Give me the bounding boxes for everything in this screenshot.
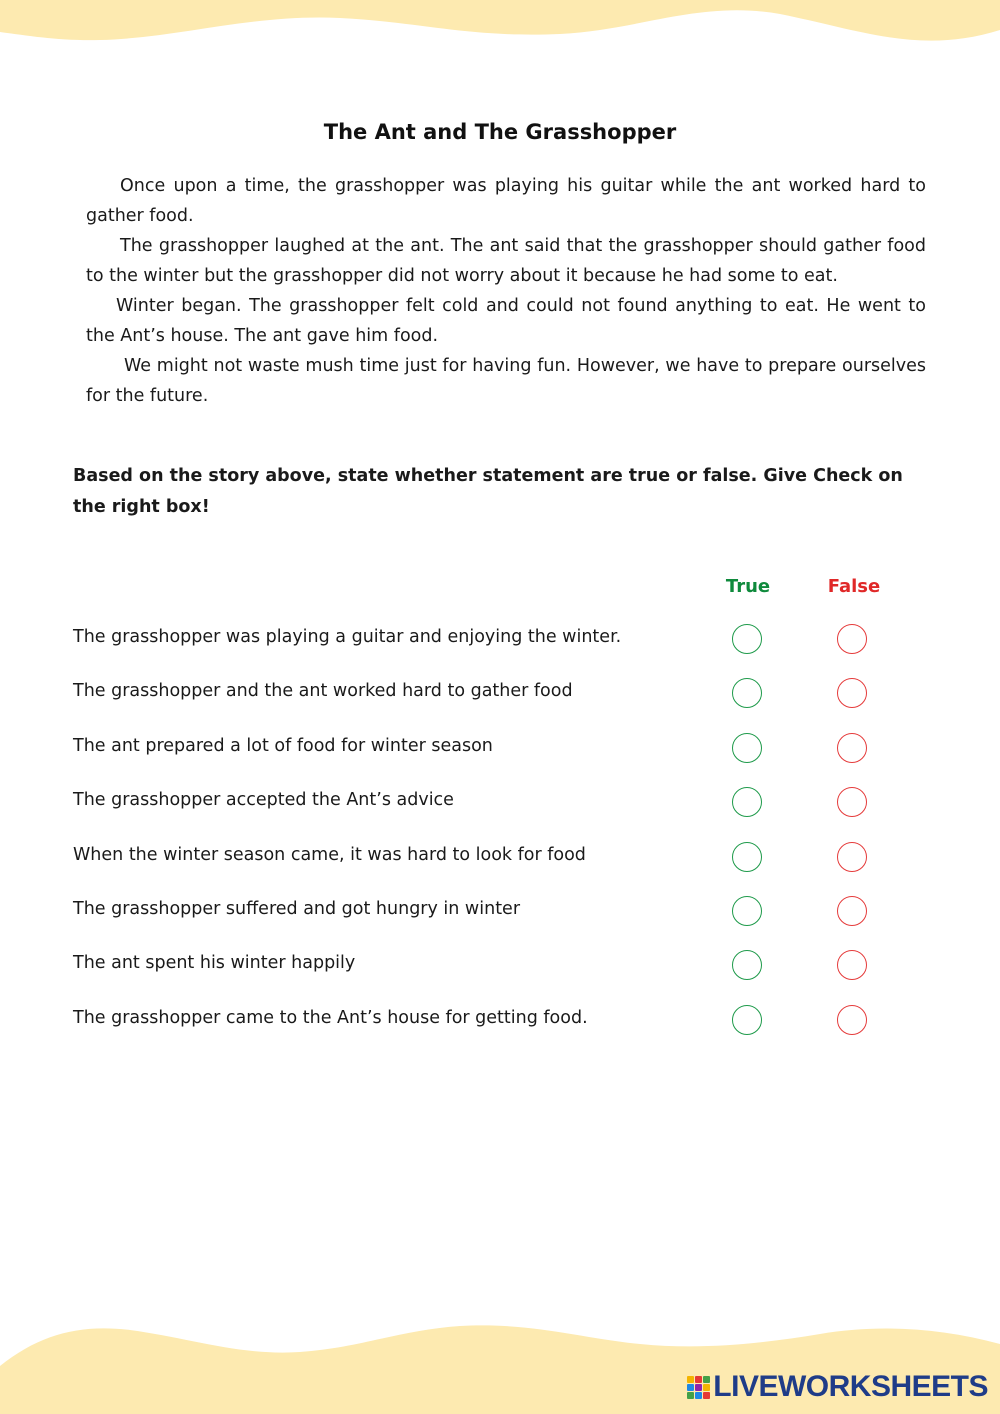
story-paragraph: We might not waste mush time just for having fun. However, we have to prepare ourselves for the future. (86, 356, 926, 406)
statement-text: The grasshopper came to the Ant’s house for getting food. (73, 1007, 588, 1028)
story-paragraph: The grasshopper laughed at the ant. The ant said that the grasshopper should gather food to the winter but the grasshopper did not worry about it because he had some to eat. (86, 236, 926, 286)
top-wave-decoration (0, 0, 1000, 60)
false-answer-circle[interactable] (837, 842, 867, 872)
logo-tile (687, 1392, 694, 1399)
statement-row (73, 938, 973, 992)
logo-tile (703, 1384, 710, 1391)
statement-text: When the winter season came, it was hard to look for food (73, 844, 586, 865)
true-answer-circle[interactable] (732, 624, 762, 654)
instruction-text: Based on the story above, state whether statement are true or false. Give Check on the right box! (73, 466, 903, 517)
statement-text: The grasshopper and the ant worked hard to gather food (73, 681, 573, 702)
logo-tile (695, 1392, 702, 1399)
statement-list (73, 612, 973, 1047)
statement-text: The grasshopper was playing a guitar and enjoying the winter. (73, 627, 622, 647)
statement-row (73, 884, 973, 938)
false-answer-circle[interactable] (837, 678, 867, 708)
logo-text: LIVEWORKSHEETS (713, 1370, 988, 1403)
story-text (86, 171, 926, 411)
logo-grid-icon (687, 1376, 710, 1399)
false-answer-circle[interactable] (837, 1005, 867, 1035)
logo-tile (703, 1376, 710, 1383)
liveworksheets-logo (687, 1370, 988, 1404)
logo-tile (687, 1384, 694, 1391)
true-answer-circle[interactable] (732, 787, 762, 817)
statement-text: The ant prepared a lot of food for winter season (73, 735, 493, 756)
logo-tile (695, 1384, 702, 1391)
logo-tile (695, 1376, 702, 1383)
logo-tile (687, 1376, 694, 1383)
true-answer-circle[interactable] (732, 733, 762, 763)
false-column-header: False (827, 576, 881, 597)
statement-row (73, 830, 973, 884)
true-answer-circle[interactable] (732, 842, 762, 872)
false-answer-circle[interactable] (837, 896, 867, 926)
story-paragraph: Once upon a time, the grasshopper was playing his guitar while the ant worked hard to gather food. (86, 176, 926, 226)
true-answer-circle[interactable] (732, 950, 762, 980)
page-title: The Ant and The Grasshopper (323, 120, 677, 144)
statement-text: The grasshopper suffered and got hungry in winter (73, 898, 521, 919)
false-answer-circle[interactable] (837, 787, 867, 817)
false-answer-circle[interactable] (837, 733, 867, 763)
logo-tile (703, 1392, 710, 1399)
false-answer-circle[interactable] (837, 624, 867, 654)
true-column-header: True (725, 576, 771, 597)
true-answer-circle[interactable] (732, 1005, 762, 1035)
true-answer-circle[interactable] (732, 678, 762, 708)
statement-row (73, 993, 973, 1047)
statement-row (73, 721, 973, 775)
statement-row (73, 612, 973, 666)
false-answer-circle[interactable] (837, 950, 867, 980)
statement-text: The ant spent his winter happily (73, 953, 356, 974)
story-paragraph: Winter began. The grasshopper felt cold and could not found anything to eat. He went to the Ant’s house. The ant gave him food. (86, 296, 926, 346)
statement-row (73, 775, 973, 829)
true-answer-circle[interactable] (732, 896, 762, 926)
statement-row (73, 666, 973, 720)
statement-text: The grasshopper accepted the Ant’s advice (73, 790, 454, 811)
